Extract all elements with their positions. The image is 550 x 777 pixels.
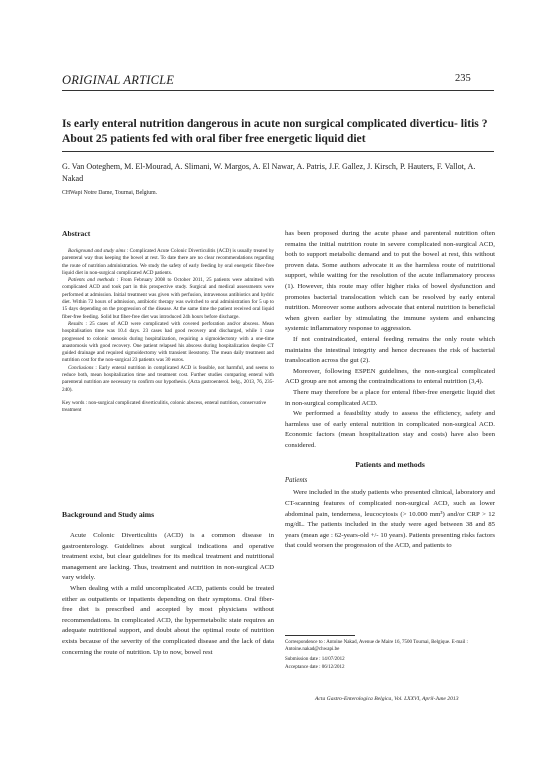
running-header: ORIGINAL ARTICLE (62, 73, 175, 87)
correspondence-address: Correspondence to : Antoine Nakad, Avenue de Maire 16, 7500 Tournai, Belgique. E-mail : Antoine.nakad@chwapi.be (285, 640, 468, 653)
article-title: Is early enteral nutrition dangerous in acute non surgical complicated diverticu- litis ? About 25 patients fed with oral fiber free energetic liquid diet (62, 117, 488, 145)
title-rule (62, 151, 494, 152)
keywords-label: Key words (62, 399, 85, 406)
body-paragraph: We performed a feasibility study to assess the efficiency, safety and harmless use of early enteral nutrition in complicated non-surgical ACD. Economic factors (mean hospitalization stay and costs) have also been considered. (285, 410, 495, 449)
abstract-paragraph (62, 277, 274, 321)
background-heading: Background and Study aims (62, 510, 155, 519)
acceptance-date: Acceptance date : 06/12/2012 (285, 664, 345, 670)
body-paragraph: Acute Colonic Diverticulitis (ACD) is a common disease in gastroenterology. Guidelines about surgical indications and operative treatment exist, but clear guidelines for its medical treatment and nutritional management are lacking. Thus, treatment and nutrition in non-surgical ACD vary widely. (62, 532, 274, 582)
abstract-text: : Complicated Acute Colonic Diverticulitis (ACD) is usually treated by parenteral way thus keeping the bowel at rest. To date there are no clear recommendations regarding the route of nutrition administration. We study the safety of early feeding by oral energetic fiber-free liquid diet in non-surgical complicated ACD patients. (62, 248, 274, 276)
abstract-label: Conclusions (68, 364, 94, 371)
submission-date: Submission date : 14/07/2012 (285, 657, 345, 663)
page-number: 235 (455, 73, 471, 84)
introduction-body (285, 229, 495, 451)
abstract-label: Results (68, 320, 83, 327)
footnote-rule (285, 635, 355, 636)
patients-body (285, 488, 495, 552)
affiliation: CHWapi Notre Dame, Tournai, Belgium. (62, 190, 158, 196)
background-section (62, 510, 274, 658)
author-list: G. Van Ooteghem, M. El-Mourad, A. Slimani, W. Margos, A. El Nawar, A. Patris, J.F. Gallez, J. Kirsch, P. Hauters, F. Vallot, A. Nakad (62, 162, 476, 183)
background-body (62, 531, 274, 658)
keywords (62, 400, 274, 415)
right-column (285, 229, 495, 552)
header-rule (62, 90, 494, 91)
abstract-text: : Early enteral nutrition in complicated ACD is feasible, not harmful, and seems to reduce both, mean hospitalization time and treatment cost. Further studies comparing enteral with parenteral nutrition are necessary to confirm our hypothesis. (Acta gastroenterol. belg., 2013, 76, 235-240). (62, 364, 274, 393)
abstract-label: Background and study aims (68, 248, 126, 254)
body-paragraph: There may therefore be a place for enteral fiber-free energetic liquid diet in non-surgical complicated ACD. (285, 388, 495, 407)
abstract-paragraph (62, 321, 274, 365)
abstract-text: : 25 cases of ACD were complicated with covered perforation and/or abscess. Mean hospitalisation time was 10.4 days. 23 cases had good recovery and discharged, while 1 case progressed to colonic stenosis during hospitalization, requiring a sigmoidectomy with a one-time anastomosis with good recovery. One patient relapsed his abscess during hospitalization despite CT guided drainage and required sigmoidectomy with transient ileostomy. The mean daily treatment and nutrition cost for the non-surgical 23 patients was 30 euros. (62, 320, 274, 364)
body-paragraph: When dealing with a mild uncomplicated ACD, patients could be treated either as outpatients or inpatients depending on their symptoms. Oral fiber-free diet is prescribed and accepted by most physicians without recommendations. In complicated ACD, the hypermetabolic state requires an adequate nutritional support, and doubt about the optimal route of nutrition exists because of the severity of the complicated disease and the lack of data concerning the route of nutrition. Up to now, bowel rest (62, 584, 274, 656)
abstract-label: Patients and methods (68, 277, 115, 284)
abstract-heading: Abstract (62, 229, 91, 238)
abstract-paragraph (62, 248, 274, 277)
abstract-section (62, 229, 274, 415)
body-paragraph: If not contraindicated, enteral feeding remains the only route which maintains the intestinal integrity and hence decreases the risk of bacterial translocation across the gut (2). (285, 335, 495, 365)
journal-footer: Acta Gastro-Enterologica Belgica, Vol. LXXVI, April-June 2013 (315, 696, 459, 702)
methods-heading: Patients and methods (355, 460, 425, 470)
abstract-paragraph (62, 365, 274, 394)
abstract-body (62, 248, 274, 394)
body-paragraph: Were included in the study patients who presented clinical, laboratory and CT-scanning features of complicated non-surgical ACD, such as lower abdominal pain, tenderness, leucocytosis (> 10.000 mm³) and/or CRP > 12 mg/dL. The patients included in the study were aged between 38 and 85 years (mean age : 62-years-old +/- 10 years). Patients presenting risks factors that could worsen the progression of the ACD, and patients to (285, 489, 495, 550)
keywords-text: : non-surgical complicated diverticulitis, colonic abscess, enteral nutrition, conservative treatment (62, 399, 267, 414)
patients-subheading: Patients (285, 477, 308, 485)
abstract-text: : From February 2008 to October 2011, 25 patients were admitted with complicated ACD and took part in this prospective study. Surgical and medical assessments were performed at admission. Initial treatment was given with perfusion, intravenous antibiotics and hydric diet. Within 72 hours of admission, antibiotic therapy was switched to oral administration for 5 up to 15 days depending on the progression of the disease. At the same time the patient received oral liquid fiber-free feeding. Solid but fiber-free diet was introduced 24h hours before discharge. (62, 277, 274, 320)
body-paragraph: has been proposed during the acute phase and parenteral nutrition often remains the initial nutrition route in severe complicated non-surgical ACD, both to support metabolic demand and to put the bowel at rest, this without proven data. Some authors advocate it as the harmless route of nutritional support, while waiting for the resolution of the acute inflammatory process (1). However, this route may offer higher risks of bowel dysfunction and promotes bacterial translocation which can be resolved by early enteral nutrition. Moreover some authors advocate that enteral nutrition is beneficial when given earlier by stimulating the immune system and enhancing systemic inflammatory response to aggression. (285, 230, 495, 333)
body-paragraph: Moreover, following ESPEN guidelines, the non-surgical complicated ACD group are not among the contraindications to enteral nutrition (3,4). (285, 367, 495, 386)
correspondence-block (285, 639, 495, 671)
